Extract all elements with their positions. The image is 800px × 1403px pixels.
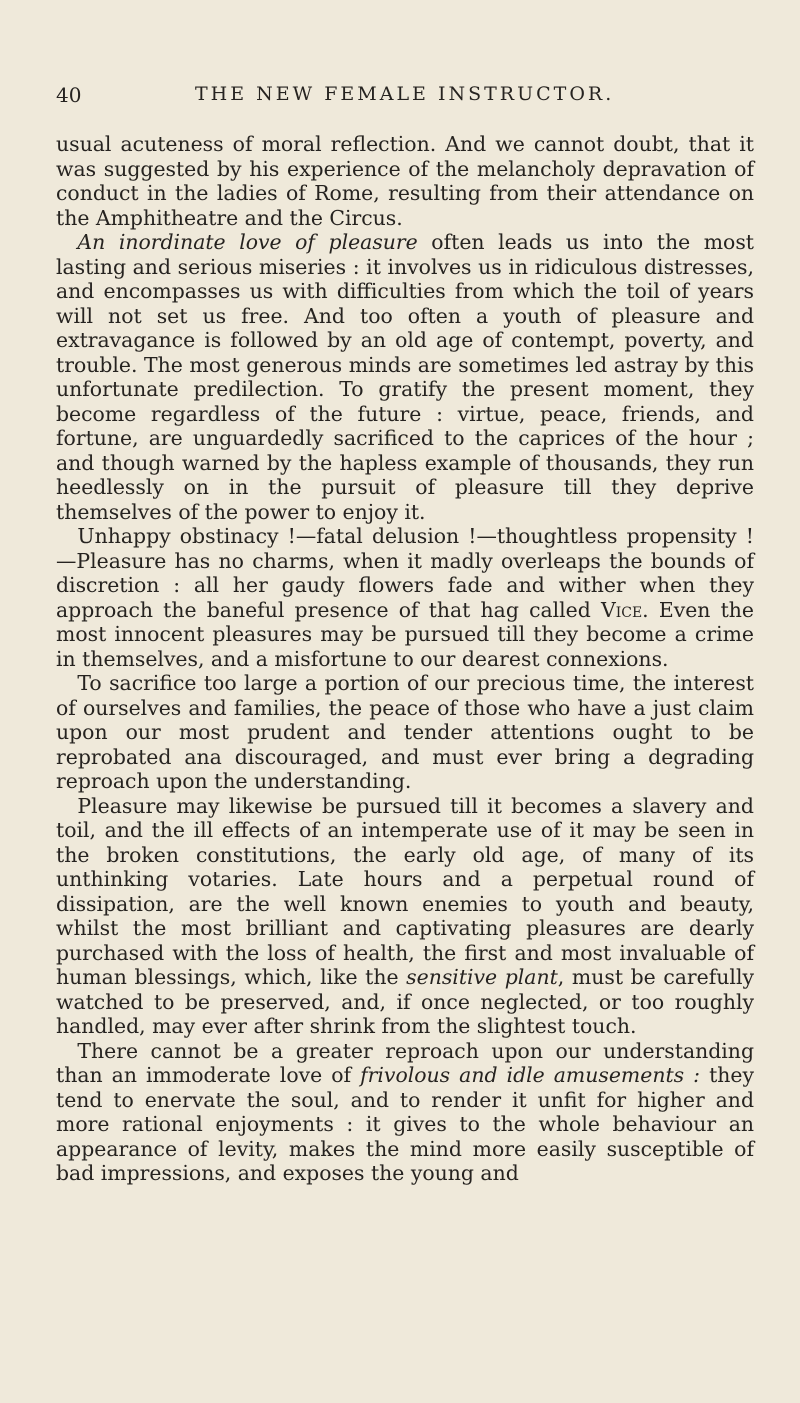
paragraph-5-text-before: Pleasure may likewise be pursued till it becomes a slavery and toil, and the ill effects of an intemperate use of it may be seen in the broken constitutions, the early old age, of many of its unthinking votaries. Late hours and a perpetual round of dissipation, are the well known enemies to youth and beauty, whilst the most brilliant and captivating pleasures are dearly purchased with the loss of health, the first and most invaluable of human blessings, which, like the bbox=[56, 793, 754, 989]
paragraph-5-text-after: , must be carefully watched to be preserved, and, if once neglected, or too roughly handled, may ever after shrink from the slightest touch. bbox=[56, 965, 754, 1038]
paragraph-3-text-before: Unhappy obstinacy !—fatal delusion !—thoughtless propensity !—Pleasure has no charms, when it madly overleaps the bounds of discretion : all her gaudy flowers fade and wither when they approach the baneful presence of that hag called bbox=[56, 524, 754, 622]
paragraph-2 bbox=[56, 230, 754, 524]
paragraph-2-text: often leads us into the most lasting and serious miseries : it involves us in ridiculous distresses, and encompasses us with difficulties from which the toil of years will not set us free. And too often a youth of pleasure and extravagance is followed by an old age of contempt, poverty, and trouble. The most generous minds are sometimes led astray by this unfortunate predilection. To gratify the present moment, they become regardless of the future : virtue, peace, friends, and fortune, are unguardedly sacrificed to the caprices of the hour ; and though warned by the hapless example of thousands, they run heedlessly on in the pursuit of pleasure till they deprive themselves of the power to enjoy it. bbox=[56, 230, 754, 524]
paragraph-4-text: To sacrifice too large a portion of our precious time, the interest of ourselves and families, the peace of those who have a just claim upon our most prudent and tender attentions ought to be reprobated ana discouraged, and must ever bring a degrading reproach upon the understanding. bbox=[56, 671, 754, 793]
paragraph-6-text-after: they tend to enervate the soul, and to render it unfit for higher and more rational enjoyments : it gives to the whole behaviour an appearance of levity, makes the mind more easily susceptible of bad impressions, and exposes the young and bbox=[56, 1063, 754, 1185]
body-text bbox=[56, 132, 754, 1186]
paragraph-6-italic-phrase: frivolous and idle amusements : bbox=[360, 1063, 701, 1087]
paragraph-6-text-before: There cannot be a greater reproach upon our understanding than an immoderate love of bbox=[56, 1038, 754, 1087]
running-title: THE NEW FEMALE INSTRUCTOR. bbox=[195, 83, 615, 105]
paragraph-6 bbox=[56, 1039, 754, 1186]
paragraph-1 bbox=[56, 132, 754, 230]
paragraph-2-italic-phrase: An inordinate love of pleasure bbox=[77, 230, 418, 254]
paragraph-5-italic-phrase: sensitive plant bbox=[406, 965, 558, 989]
paragraph-3 bbox=[56, 524, 754, 671]
page-header bbox=[56, 83, 756, 113]
paragraph-3-text-after: . Even the most innocent pleasures may be pursued till they become a crime in themselves, and a misfortune to our dearest connexions. bbox=[56, 597, 754, 671]
page-number: 40 bbox=[56, 83, 82, 107]
paragraph-1-text: usual acuteness of moral reflection. And we cannot doubt, that it was suggested by his experience of the melancholy depravation of conduct in the ladies of Rome, resulting from their attendance on the Amphitheatre and the Circus. bbox=[56, 132, 754, 230]
paragraph-3-small-caps: Vice bbox=[600, 597, 643, 622]
paragraph-5 bbox=[56, 794, 754, 1039]
paragraph-4 bbox=[56, 671, 754, 794]
